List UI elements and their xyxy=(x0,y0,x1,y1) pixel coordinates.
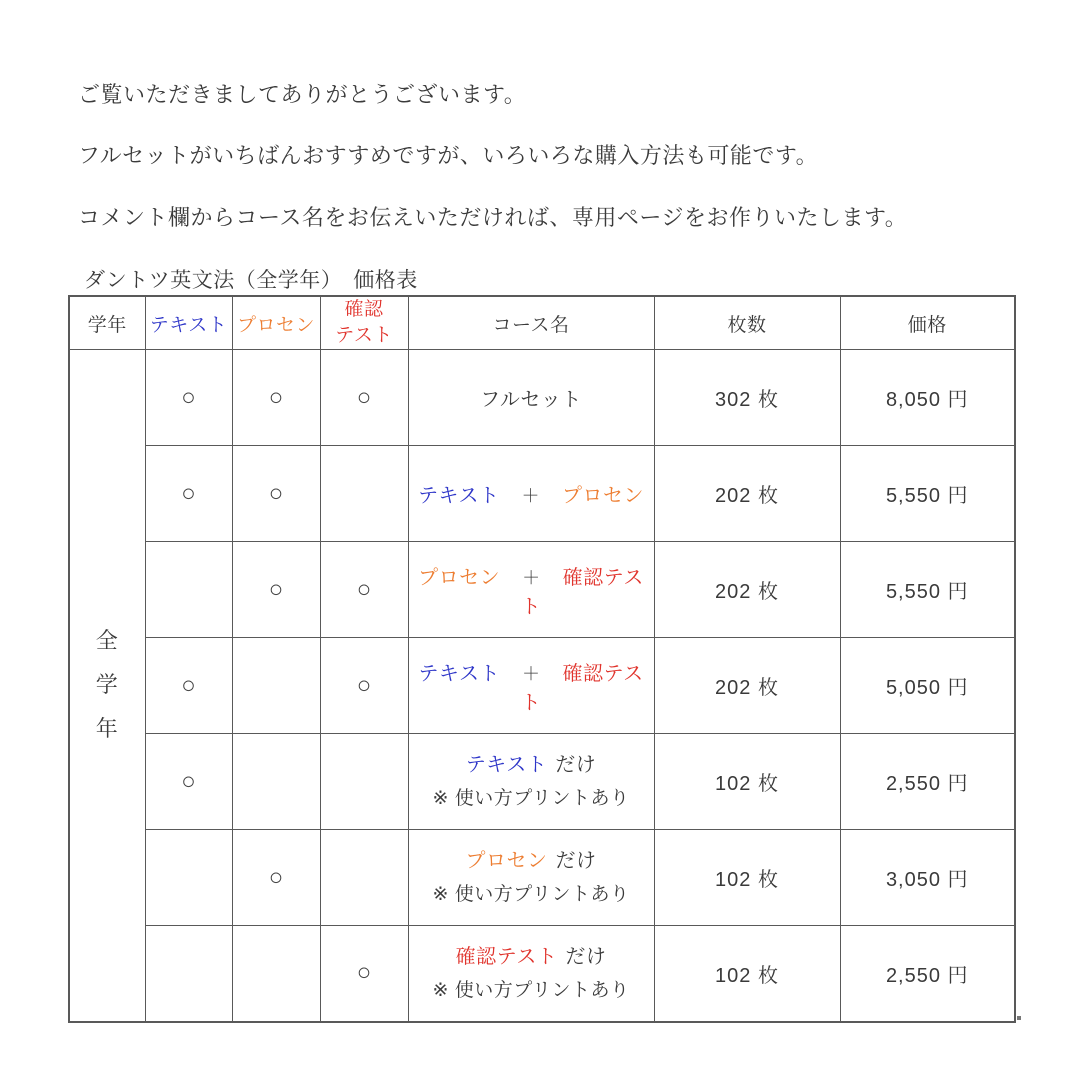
col-header-test-line2: テスト xyxy=(335,325,393,346)
mark-cell-test: ○ xyxy=(320,638,408,734)
grade-char-1: 全 xyxy=(95,628,119,654)
mark-cell-prosen: ○ xyxy=(232,830,320,926)
col-header-price: 価格 xyxy=(840,296,1015,350)
grade-char-3: 年 xyxy=(95,716,119,742)
price-cell: 5,050 円 xyxy=(840,638,1015,734)
col-header-prosen: プロセン xyxy=(232,296,320,350)
table-row xyxy=(69,542,1015,638)
col-header-test-line1: 確認 xyxy=(344,299,384,320)
course-note: ※ 使い方プリントあり xyxy=(432,884,630,905)
intro-paragraph-3: コメント欄からコース名をお伝えいただければ、専用ページをお作りいたします。 xyxy=(78,205,908,230)
col-header-grade: 学年 xyxy=(69,296,145,350)
course-suffix: だけ xyxy=(555,754,597,776)
mark-cell-prosen: ○ xyxy=(232,350,320,446)
course-part-text: テキスト xyxy=(417,485,500,507)
sheets-cell: 102 枚 xyxy=(654,926,840,1022)
course-part-prosen: プロセン xyxy=(562,485,645,507)
col-header-text: テキスト xyxy=(145,296,232,350)
course-cell xyxy=(408,542,654,638)
stray-mark xyxy=(1017,1016,1021,1020)
table-row xyxy=(69,638,1015,734)
course-name: フルセット xyxy=(480,389,582,411)
mark-cell-text: ○ xyxy=(145,350,232,446)
sheets-cell: 202 枚 xyxy=(654,638,840,734)
price-cell: 5,550 円 xyxy=(840,446,1015,542)
mark-cell-text: ○ xyxy=(145,734,232,830)
price-cell: 8,050 円 xyxy=(840,350,1015,446)
page-title: ダントツ英文法（全学年） 価格表 xyxy=(84,269,418,292)
course-part-prosen: プロセン xyxy=(465,850,548,872)
course-cell xyxy=(408,446,654,542)
course-part-text: テキスト xyxy=(418,662,500,685)
price-cell: 5,550 円 xyxy=(840,542,1015,638)
table-row xyxy=(69,926,1015,1022)
mark-cell-test: ○ xyxy=(320,542,408,638)
mark-cell-prosen xyxy=(232,638,320,734)
col-header-test xyxy=(320,296,408,350)
grade-char-2: 学 xyxy=(95,672,119,698)
table-row xyxy=(69,830,1015,926)
course-cell xyxy=(408,350,654,446)
price-cell: 2,550 円 xyxy=(840,926,1015,1022)
col-header-course: コース名 xyxy=(408,296,654,350)
mark-cell-prosen xyxy=(232,926,320,1022)
mark-cell-prosen: ○ xyxy=(232,446,320,542)
course-cell xyxy=(408,830,654,926)
mark-cell-text xyxy=(145,926,232,1022)
plus-sign: ＋ xyxy=(521,663,541,684)
mark-cell-test: ○ xyxy=(320,350,408,446)
col-header-sheets: 枚数 xyxy=(654,296,840,350)
table-row xyxy=(69,446,1015,542)
table-row xyxy=(69,350,1015,446)
price-cell: 3,050 円 xyxy=(840,830,1015,926)
course-part-test: 確認テスト xyxy=(520,662,644,714)
price-cell: 2,550 円 xyxy=(840,734,1015,830)
sheets-cell: 302 枚 xyxy=(654,350,840,446)
sheets-cell: 202 枚 xyxy=(654,542,840,638)
mark-cell-test xyxy=(320,830,408,926)
course-suffix: だけ xyxy=(555,850,597,872)
table-row xyxy=(69,734,1015,830)
course-part-test: 確認テスト xyxy=(455,945,558,968)
mark-cell-prosen: ○ xyxy=(232,542,320,638)
plus-sign: ＋ xyxy=(522,567,541,588)
mark-cell-test: ○ xyxy=(320,926,408,1022)
intro-paragraph-1: ご覧いただきましてありがとうございます。 xyxy=(78,82,527,107)
intro-paragraph-2: フルセットがいちばんおすすめですが、いろいろな購入方法も可能です。 xyxy=(78,143,819,168)
course-suffix: だけ xyxy=(565,945,607,968)
table-header-row xyxy=(69,296,1015,350)
sheets-cell: 102 枚 xyxy=(654,830,840,926)
course-cell xyxy=(408,638,654,734)
course-cell xyxy=(408,734,654,830)
course-note: ※ 使い方プリントあり xyxy=(432,788,630,809)
mark-cell-text: ○ xyxy=(145,638,232,734)
mark-cell-text xyxy=(145,830,232,926)
mark-cell-text xyxy=(145,542,232,638)
course-part-test: 確認テスト xyxy=(520,566,644,618)
course-part-text: テキスト xyxy=(465,754,548,776)
sheets-cell: 102 枚 xyxy=(654,734,840,830)
mark-cell-test xyxy=(320,446,408,542)
course-note: ※ 使い方プリントあり xyxy=(432,979,630,1001)
sheets-cell: 202 枚 xyxy=(654,446,840,542)
mark-cell-text: ○ xyxy=(145,446,232,542)
course-cell xyxy=(408,926,654,1022)
grade-cell xyxy=(69,350,145,1022)
price-table xyxy=(68,295,1016,1023)
course-part-prosen: プロセン xyxy=(418,566,501,589)
plus-sign: ＋ xyxy=(521,486,541,506)
mark-cell-prosen xyxy=(232,734,320,830)
mark-cell-test xyxy=(320,734,408,830)
